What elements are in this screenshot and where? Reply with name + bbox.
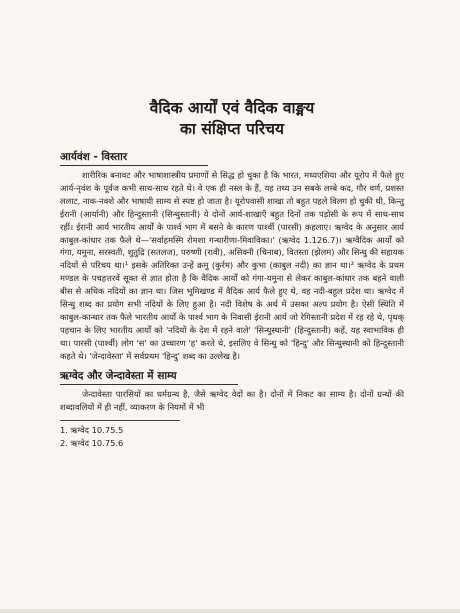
page-bottom-edge (0, 609, 460, 613)
paragraph-rigveda-zendavesta (60, 388, 404, 414)
heading-underline (60, 384, 238, 385)
section-heading-text: आर्यवंश - विस्तार (60, 151, 128, 163)
paragraph-text: जेन्दावेस्ता पारसियों का धर्मग्रन्थ है, जैसे ऋग्वेद वेदों का है। दोनों में निकट का साम्य है। दोनों ग्रन्थों की शब्दावलियों में ही नहीं, व्याकरण के नियमों में भी (60, 388, 404, 412)
paragraph-aryavansh (60, 169, 404, 363)
section-heading-text: ऋग्वेद और जेन्दावेस्ता में साम्य (60, 369, 177, 382)
chapter-title-line-2: का संक्षिप्त परिचय (180, 120, 284, 138)
section-heading-aryavansh (60, 150, 404, 166)
paragraph-text: शारीरिक बनावट और भाषाशास्त्रीय प्रमाणों से सिद्ध हो चुका है कि भारत, मध्यएशिया और यूरोप में फैले हुए आर्य-नृवंश के पूर्वज कभी साथ-साथ रहते थे। वे एक ही नस्ल के हैं, यह तथ्य उन सबके लम्बे कद, गौर वर्ण, प्रशस्त ललाट, नाक-नक्शे और भाषायी साम्य से स्पष्ट हो जाता है। यूरोपवासी शाखा तो बहुत पहले विलग हो चुकी थी, किन्तु ईरानी (आर्यानी) और हिन्दुस्तानी (सिन्धुस्तानी) ये दोनों आर्य-शाखाएँ बहुत दिनों तक पड़ोसी के रूप में साथ-साथ रहीं। ईरानी आर्य भारतीय आर्यों के पार्श्व भाग में बसने के कारण पार्श्वी (पारसी) कहलाए। ऋग्वेद के अनुसार आर्य काबुल-कांधार तक फैले थे—'सर्वाहमस्मि रोमशा गन्धारीणा-मिवाविका।' (ऋग्वेद 1.126.7)। ऋग्वैदिक आर्यों को गंगा, यमुना, सरस्वती, शुतुद्रि (सतलज), परुष्णी (रावी), असिक्नी (चिनाब), वितस्ता (झेलम) और सिन्धु की सहायक नदियों से परिचय था।¹ इसके अतिरिक्त उन्हें क्रमु (कुर्रम) और कुभा (काबुल नदी) का ज्ञान था।² ऋग्वेद के प्रथम मण्डल के पचहत्तरवें सूक्त से ज्ञात होता है कि वैदिक आर्यों को गंगा-यमुना से लेकर काबुल-कांधार तक बहने वाली बीस से अधिक नदियों का ज्ञान था। जिस भूमिखण्ड में वैदिक आर्य फैले हुए थे, वह नदी-बहुल प्रदेश था। ऋग्वेद में सिन्धु शब्द का प्रयोग सभी नदियों के लिए हुआ है। नदी विशेष के अर्थ में उसका अल्प प्रयोग है। ऐसी स्थिति में काबुल-कान्धार तक फैले भारतीय आर्यों के पार्श्व भाग के निवासी ईरानी आर्य जो रेगिस्तानी प्रदेश में रह रहे थे, पृथक् पहचान के लिए भारतीय आर्यों को 'नदियों के देश में रहने वाले' 'सिन्धुस्थानी' (हिन्दुस्तानी) कहें, यह स्वाभाविक ही था। पारसी (पार्श्वी) लोग 'स' का उच्चारण 'ह' करते थे, इसलिए वे सिन्धु को 'हिन्दु' और सिन्धुस्थानी को हिन्दुस्तानी कहते थे। 'जेन्दावेस्ता' में सर्वप्रथम 'हिन्दु' शब्द का उल्लेख है। (60, 170, 404, 361)
footnotes-list (60, 424, 404, 449)
chapter-title-line-1: वैदिक आर्यों एवं वैदिक वाङ्मय (149, 99, 315, 117)
heading-underline (60, 165, 208, 166)
section-aryavansh (60, 150, 404, 363)
footnote-item: 2. ऋग्वेद 10.75.6 (60, 437, 124, 448)
section-rigveda-zendavesta (60, 369, 404, 414)
chapter-title (60, 98, 404, 140)
footnote-item: 1. ऋग्वेद 10.75.5 (60, 425, 124, 436)
footnote-divider (60, 420, 180, 421)
section-heading-rigveda-zendavesta (60, 369, 404, 385)
